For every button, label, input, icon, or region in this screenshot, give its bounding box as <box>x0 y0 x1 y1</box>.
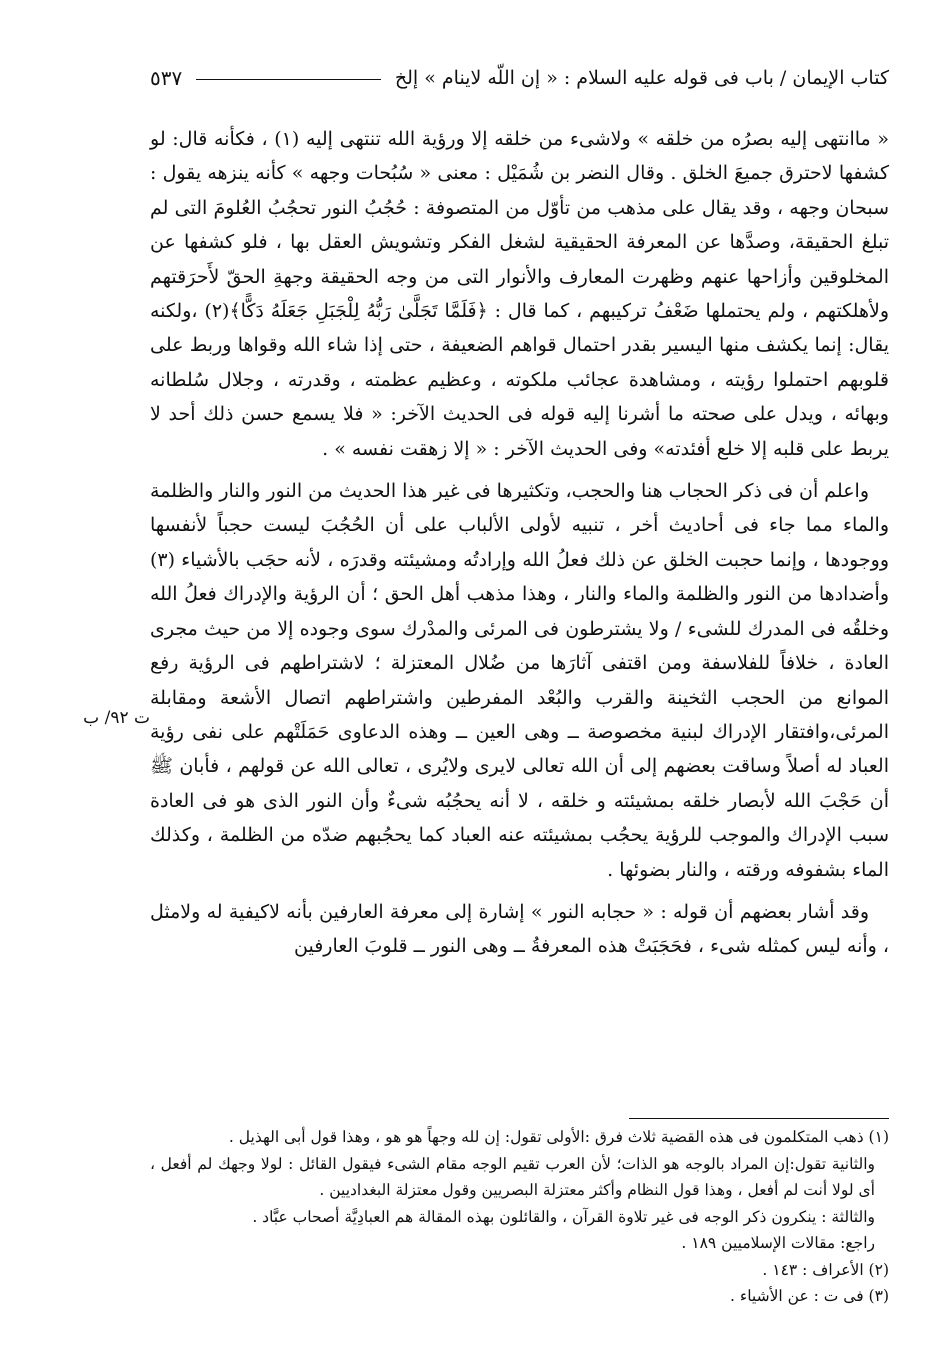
footnotes <box>150 1124 889 1310</box>
footnote: والثالثة : ينكرون ذكر الوجه فى غير تلاوة القرآن ، والقائلون بهذه المقالة هم العبادِيَّة أصحاب عبَّاد . <box>252 1207 875 1226</box>
header-rule <box>196 79 381 80</box>
footnote-separator <box>629 1118 889 1119</box>
footnote: (١) ذهب المتكلمون فى هذه القضية ثلاث فرق :الأولى تقول: إن لله وجهاً هو هو ، وهذا قول أبى الهذيل . <box>228 1128 889 1146</box>
footnote: راجع: مقالات الإسلاميين ١٨٩ . <box>681 1234 875 1252</box>
footnote: (٢) الأعراف : ١٤٣ . <box>762 1260 889 1279</box>
margin-folio-note: ت ٩٢/ ب <box>83 708 150 728</box>
footnote: (٣) فى ت : عن الأشياء . <box>730 1287 889 1305</box>
paragraph: « ماانتهى إليه بصرُه من خلقه » ولاشىء من خلقه إلا ورؤية الله تنتهى إليه (١) ، فكأنه قال: لو كشفها لاحترق جميعَ الخلق . وقال النضر بن شُمَيْل : معنى « سُبُحات وجهه » كأنه ينزهه يقول : سبحان وجهه ، وقد يقال على مذهب من تأوّل من المتصوفة : حُجُبُ النور تحجُبُ العُلومَ التى لم تبلغ الحقيقة، وصدَّها عن المعرفة الحقيقية لشغل الفكر وتشويش العقل بها ، فلو كشفها عن المخلوقين وأزاحها عنهم وظهرت المعارف والأنوار التى من وجه الحقيقة وجهةِ الحقّ لأَحرَقتهم ولأهلكتهم ، ولم يحتملها ضَعْفُ تركيبهم ، كما قال : ﴿فَلَمَّا تَجَلَّىٰ رَبُّهُ لِلْجَبَلِ جَعَلَهُ دَكًّا﴾(٢) ،ولكنه يقال: إنما يكشف منها اليسير بقدر احتمال قواهم الضعيفة ، حتى إذا شاء الله وقواها وربط على قلوبهم احتملوا رؤيته ، ومشاهدة عجائب ملكوته ، وعظيم عظمته ، وقدرته ، وجلال سُلطانه وبهائه ، ويدل على صحته ما أشرنا إليه قوله فى الحديث الآخر: « فلا يسمع حسن ذلك أحد لا يربط على قلبه إلا خلع أفئدته» وفى الحديث الآخر : « إلا زهقت نفسه » . <box>150 128 889 460</box>
footnote: والثانية تقول:إن المراد بالوجه هو الذات؛ لأن العرب تقيم الوجه مقام الشىء فيقول القائل : لولا وجهك لم أفعل ، أى لولا أنت لم أفعل ، وهذا قول النظام وأكثر معتزلة البصريين وقول معتزلة البغداديين . <box>150 1154 875 1199</box>
paragraph: واعلم أن فى ذكر الحجاب هنا والحجب، وتكثيرها فى غير هذا الحديث من النور والنار والظلمة والماء مما جاء فى أحاديث أخر ، تنبيه لأولى الألباب على أن الحُجُبَ ليست حجباً لأنفسها ووجودها ، وإنما حجبت الخلق عن ذلك فعلُ الله وإرادتُه ومشيئته وقدرَه ، لأنه حجَب بالأشياء (٣) وأضدادها من النور والظلمة والماء والنار ، وهذا مذهب أهل الحق ؛ أن الرؤية والإدراك فعلُ الله وخلقُه فى المدرك للشىء / ولا يشترطون فى المرئى والمدْرك سوى وجوده إلا من حيث مجرى العادة ، خلافاً للفلاسفة ومن اقتفى آثارَها من ضُلال المعتزلة ؛ لاشتراطهم فى الرؤية رفع الموانع من الحجب الثخينة والقرب والبُعْد المفرطين واشتراطهم اتصال الأشعة ومقابلة المرئى،وافتقار الإدراك لبنية مخصوصة ــ وهى العين ــ وهذه الدعاوى حَمَلَتْهم على نفى رؤية العباد له أصلاً وساقت بعضهم إلى أن الله تعالى لايرى ولايُرى ، تعالى الله عن قولهم ، فأبان ﷺ أن حَجْبَ الله لأبصار خلقه بمشيئته و خلقه ، لا أنه يحجُبُه شىءٌ وأن النور الذى هو فى العادة سبب الإدراك والموجب للرؤية يحجُب بمشيئته عنه العباد كما يحجُبهم ضدّه من الظلمة ، وكذلك الماء بشفوفه ورقته ، والنار بضوئها . <box>150 480 889 881</box>
main-text <box>150 122 889 964</box>
paragraph: وقد أشار بعضهم أن قوله : « حجابه النور » إشارة إلى معرفة العارفين بأنه لاكيفية له ولامثل ، وأنه ليس كمثله شىء ، فحَجَبَتْ هذه المعرفةُ ــ وهى النور ــ قلوبَ العارفين <box>150 900 889 958</box>
running-title: كتاب الإيمان / باب فى قوله عليه السلام : « إن اللّه لاينام » إلخ <box>394 67 889 89</box>
page-number: ٥٣٧ <box>150 66 183 90</box>
running-header <box>150 62 889 94</box>
